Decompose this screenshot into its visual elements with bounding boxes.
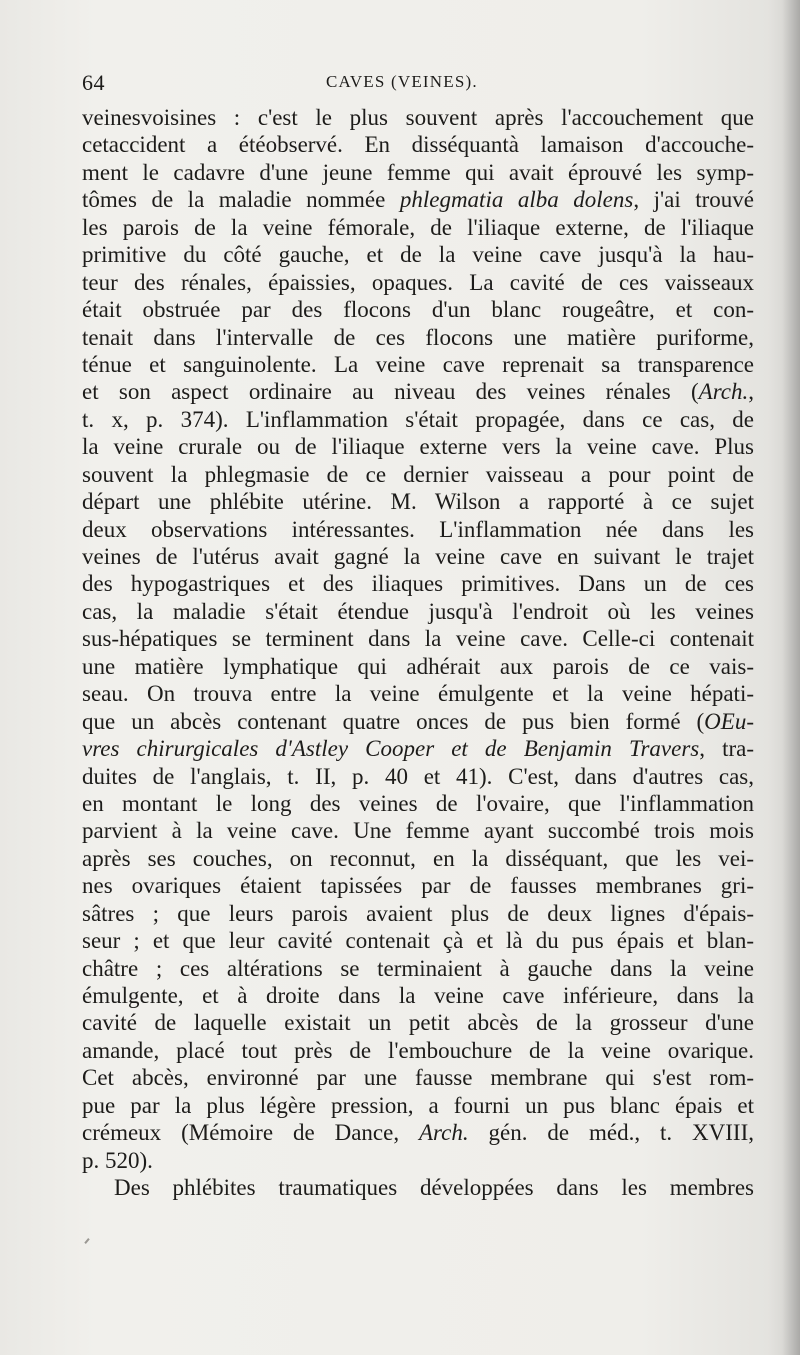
text-line: châtre ; ces altérations se terminaient à gauche dans la veine: [82, 955, 754, 981]
running-head: CAVES (VEINES).: [326, 72, 478, 91]
text-line: pue par la plus légère pression, a fourni un pus blanc épais et: [82, 1092, 754, 1118]
page-header: [82, 70, 754, 102]
text-line: seur ; et que leur cavité contenait çà et là du pus épais et blan-: [82, 928, 754, 954]
text-line: sâtres ; que leurs parois avaient plus de deux lignes d'épais-: [82, 900, 754, 926]
ink-speck: [84, 1238, 89, 1244]
text-line: la veine crurale ou de l'iliaque externe vers la veine cave. Plus: [82, 434, 754, 460]
text-line: ment le cadavre d'une jeune femme qui avait éprouvé les symp-: [82, 159, 754, 185]
text-line: vres chirurgicales d'Astley Cooper et de Benjamin Travers, tra-: [82, 736, 755, 762]
text-line: les parois de la veine fémorale, de l'iliaque externe, de l'iliaque: [82, 214, 754, 240]
text-line: Cet abcès, environné par une fausse membrane qui s'est rom-: [82, 1065, 754, 1091]
text-line: tômes de la maladie nommée phlegmatia alba dolens, j'ai trouvé: [82, 187, 754, 213]
text-line: veinesvoisines : c'est le plus souvent après l'accouchement que: [82, 105, 754, 130]
text-line: que un abcès contenant quatre onces de pus bien formé (OEu-: [82, 708, 754, 734]
page-edge-shadow: [782, 0, 800, 1355]
text-line: Des phlébites traumatiques développées dans les membres: [114, 1175, 754, 1201]
text-line: cetaccident a étéobservé. En disséquantà lamaison d'accouche-: [82, 132, 754, 158]
text-line: ténue et sanguinolente. La veine cave reprenait sa transparence: [82, 351, 754, 377]
text-line: seau. On trouva entre la veine émulgente et la veine hépati-: [82, 681, 754, 707]
text-line: était obstruée par des flocons d'un blanc rougeâtre, et con-: [82, 297, 754, 323]
text-line: deux observations intéressantes. L'inflammation née dans les: [82, 516, 754, 542]
text-line: émulgente, et à droite dans la veine cave inférieure, dans la: [82, 983, 754, 1008]
text-line: en montant le long des veines de l'ovaire, que l'inflammation: [82, 790, 754, 816]
text-line: cavité de laquelle existait un petit abcès de la grosseur d'une: [82, 1010, 754, 1036]
text-line: cas, la maladie s'était étendue jusqu'à l'endroit où les veines: [82, 598, 754, 624]
text-line: départ une phlébite utérine. M. Wilson a rapporté à ce sujet: [82, 489, 754, 515]
text-line: des hypogastriques et des iliaques primitives. Dans un de ces: [82, 571, 754, 597]
text-line: crémeux (Mémoire de Dance, Arch. gén. de méd., t. XVIII,: [82, 1120, 754, 1146]
text-line: t. x, p. 374). L'inflammation s'était propagée, dans ce cas, de: [82, 406, 754, 432]
text-line: tenait dans l'intervalle de ces flocons une matière puriforme,: [82, 324, 754, 350]
text-line: souvent la phlegmasie de ce dernier vaisseau a pour point de: [82, 461, 754, 487]
text-line: p. 520).: [82, 1147, 153, 1173]
text-line: une matière lymphatique qui adhérait aux parois de ce vais-: [82, 653, 754, 679]
text-line: primitive du côté gauche, et de la veine cave jusqu'à la hau-: [82, 242, 754, 268]
body-text: [82, 104, 754, 1202]
text-line: duites de l'anglais, t. II, p. 40 et 41). C'est, dans d'autres cas,: [82, 763, 754, 789]
text-line: sus-hépatiques se terminent dans la veine cave. Celle-ci contenait: [82, 626, 754, 652]
text-line: nes ovariques étaient tapissées par de fausses membranes gri-: [82, 873, 754, 899]
page-number: 64: [82, 70, 105, 95]
text-line: veines de l'utérus avait gagné la veine cave en suivant le trajet: [82, 544, 754, 569]
text-line: amande, placé tout près de l'embouchure de la veine ovarique.: [82, 1037, 754, 1063]
text-line: teur des rénales, épaissies, opaques. La cavité de ces vaisseaux: [82, 269, 754, 295]
text-line: après ses couches, on reconnut, en la disséquant, que les vei-: [82, 845, 754, 871]
text-line: et son aspect ordinaire au niveau des veines rénales (Arch.,: [82, 379, 754, 405]
text-line: parvient à la veine cave. Une femme ayant succombé trois mois: [82, 818, 754, 844]
